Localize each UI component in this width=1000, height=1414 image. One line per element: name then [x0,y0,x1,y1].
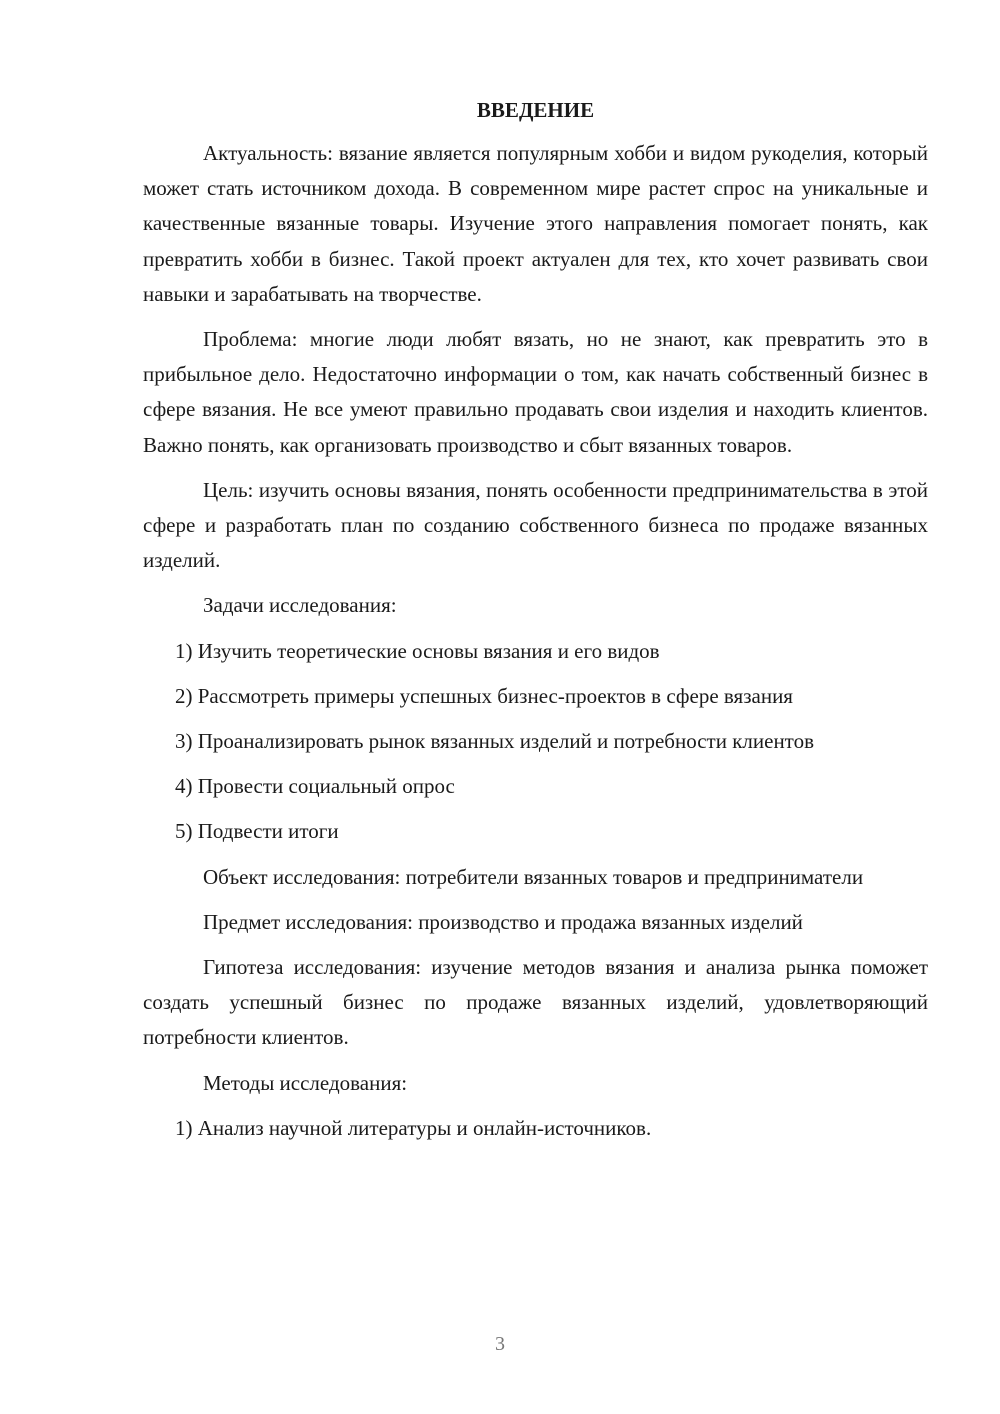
problem-paragraph: Проблема: многие люди любят вязать, но не знают, как превратить это в прибыльное дело. Недостаточно информации о том, как начать собственный бизнес в сфере вязания. Не все умеют правильно продавать свои изделия и находить клиентов. Важно понять, как организовать производство и сбыт вязанных товаров. [143,327,928,457]
page-content [143,94,928,1156]
methods-heading: Методы исследования: [203,1070,408,1095]
method-item-1: 1) Анализ научной литературы и онлайн-источников. [175,1115,652,1140]
tasks-heading: Задачи исследования: [203,593,397,618]
task-item-2: 2) Рассмотреть примеры успешных бизнес-проектов в сфере вязания [175,683,793,708]
task-item-1: 1) Изучить теоретические основы вязания и его видов [175,638,660,663]
subject-paragraph: Предмет исследования: производство и продажа вязанных изделий [203,909,803,934]
task-item-4: 4) Провести социальный опрос [175,774,455,799]
hypothesis-paragraph: Гипотеза исследования: изучение методов вязания и анализа рынка поможет создать успешный бизнес по продаже вязанных изделий, удовлетворяющий потребности клиентов. [143,955,928,1050]
task-item-5: 5) Подвести итоги [175,819,339,844]
relevance-paragraph: Актуальность: вязание является популярным хобби и видом рукоделия, который может стать источником дохода. В современном мире растет спрос на уникальные и качественные вязанные товары. Изучение этого направления помогает понять, как превратить хобби в бизнес. Такой проект актуален для тех, кто хочет развивать свои навыки и зарабатывать на творчестве. [143,141,928,306]
page-number: 3 [495,1333,505,1355]
goal-paragraph: Цель: изучить основы вязания, понять особенности предпринимательства в этой сфере и разработать план по созданию собственного бизнеса по продаже вязанных изделий. [143,477,928,573]
task-item-3: 3) Проанализировать рынок вязанных изделий и потребности клиентов [175,729,814,754]
section-title: ВВЕДЕНИЕ [476,98,595,122]
object-paragraph: Объект исследования: потребители вязанных товаров и предприниматели [203,864,864,889]
